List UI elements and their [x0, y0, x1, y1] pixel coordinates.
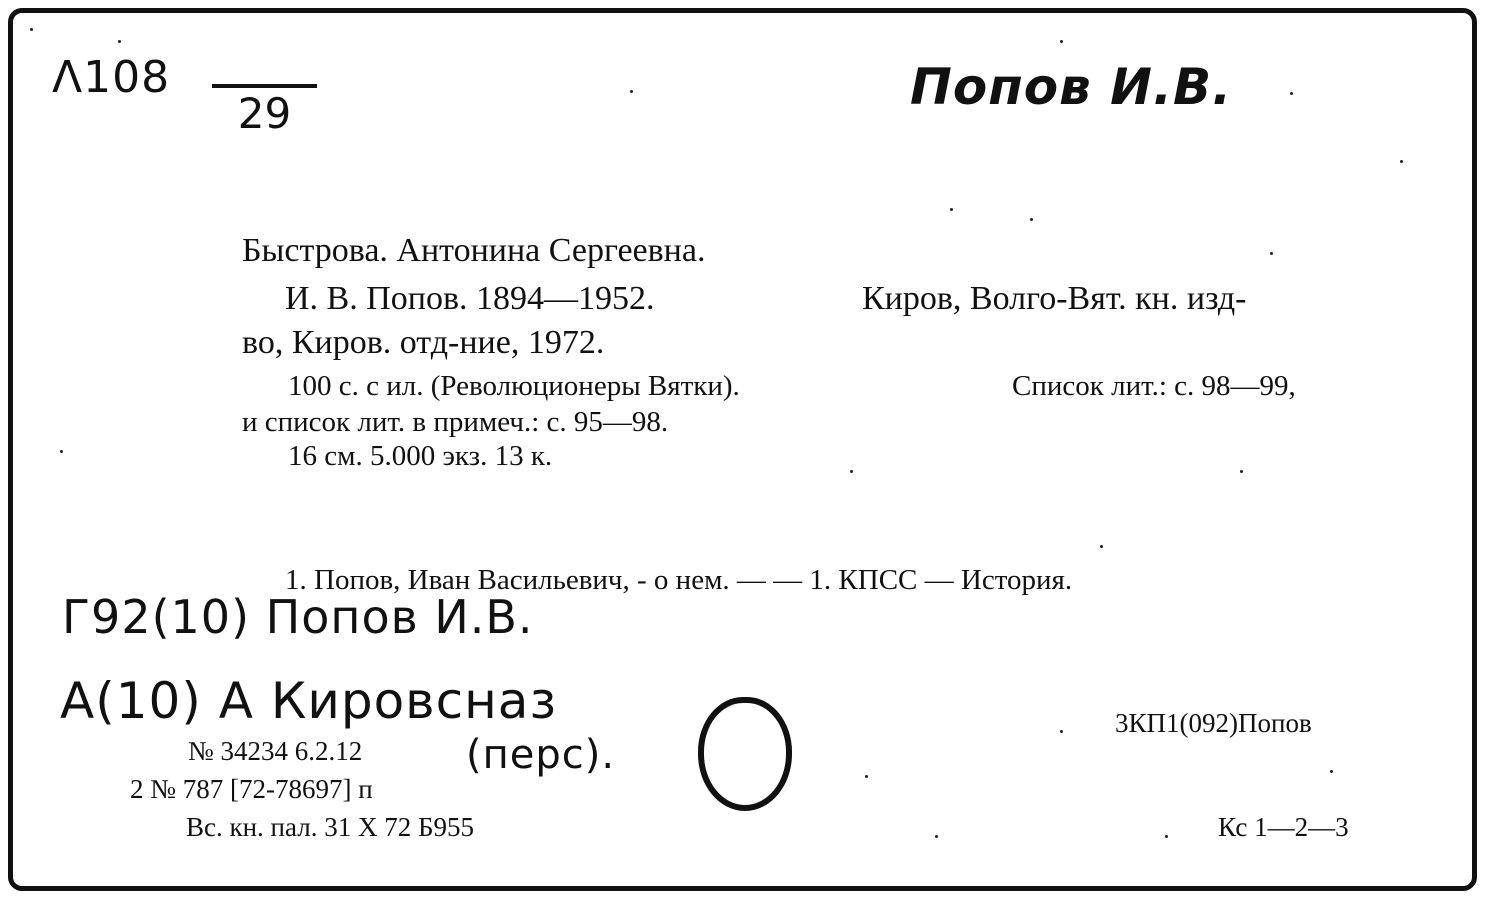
entry-collation-left: 100 с. с ил. (Революционеры Вятки).: [288, 370, 740, 402]
entry-imprint-2: во, Киров. отд-ние, 1972.: [242, 324, 605, 361]
record-line-2: 2 № 787 [72-78697] п: [130, 774, 373, 804]
scan-speck: [865, 775, 868, 778]
call-number-denominator: 29: [212, 84, 317, 136]
scan-speck: [630, 90, 633, 93]
scan-speck: [850, 470, 853, 473]
entry-title: И. В. Попов. 1894—1952.: [285, 280, 655, 317]
entry-heading: Быстрова. Антонина Сергеевна.: [242, 232, 706, 269]
record-line-3: Вс. кн. пал. 31 Х 72 Б955: [186, 812, 474, 842]
scan-speck: [935, 835, 938, 838]
handwritten-note: (перс).: [466, 732, 616, 778]
entry-size: 16 см. 5.000 экз. 13 к.: [288, 440, 553, 472]
scan-speck: [1240, 470, 1243, 473]
scan-speck: [1270, 252, 1273, 255]
scan-speck: [1330, 770, 1333, 773]
scan-speck: [1100, 545, 1103, 548]
scan-speck: [1060, 730, 1063, 733]
scan-speck: [60, 450, 63, 453]
handwritten-circle-mark: [698, 697, 792, 811]
scan-speck: [1060, 40, 1063, 43]
entry-collation-2: и список лит. в примеч.: с. 95—98.: [242, 406, 669, 438]
classification-number: 3КП1(092)Попов: [1115, 708, 1312, 738]
scan-speck: [1165, 835, 1168, 838]
handwritten-location: А(10) А Кировсназ: [60, 672, 558, 730]
scan-speck: [30, 28, 33, 31]
scan-speck: [1290, 92, 1293, 95]
record-line-1: № 34234 6.2.12: [188, 736, 363, 766]
author-header: Попов И.В.: [910, 58, 1233, 116]
kc-code: Кс 1—2—3: [1218, 812, 1349, 842]
scan-speck: [1030, 218, 1033, 221]
scan-speck: [950, 208, 953, 211]
entry-tracings: 1. Попов, Иван Васильевич, - о нем. — — 1. КПСС — История.: [285, 564, 1073, 596]
call-number: Λ108: [52, 52, 171, 103]
scan-speck: [1400, 160, 1403, 163]
scan-speck: [118, 40, 121, 43]
handwritten-subject: Г92(10) Попов И.В.: [62, 590, 534, 644]
entry-collation-right: Список лит.: с. 98—99,: [1012, 370, 1296, 402]
entry-imprint-1: Киров, Волго-Вят. кн. изд-: [862, 280, 1247, 317]
